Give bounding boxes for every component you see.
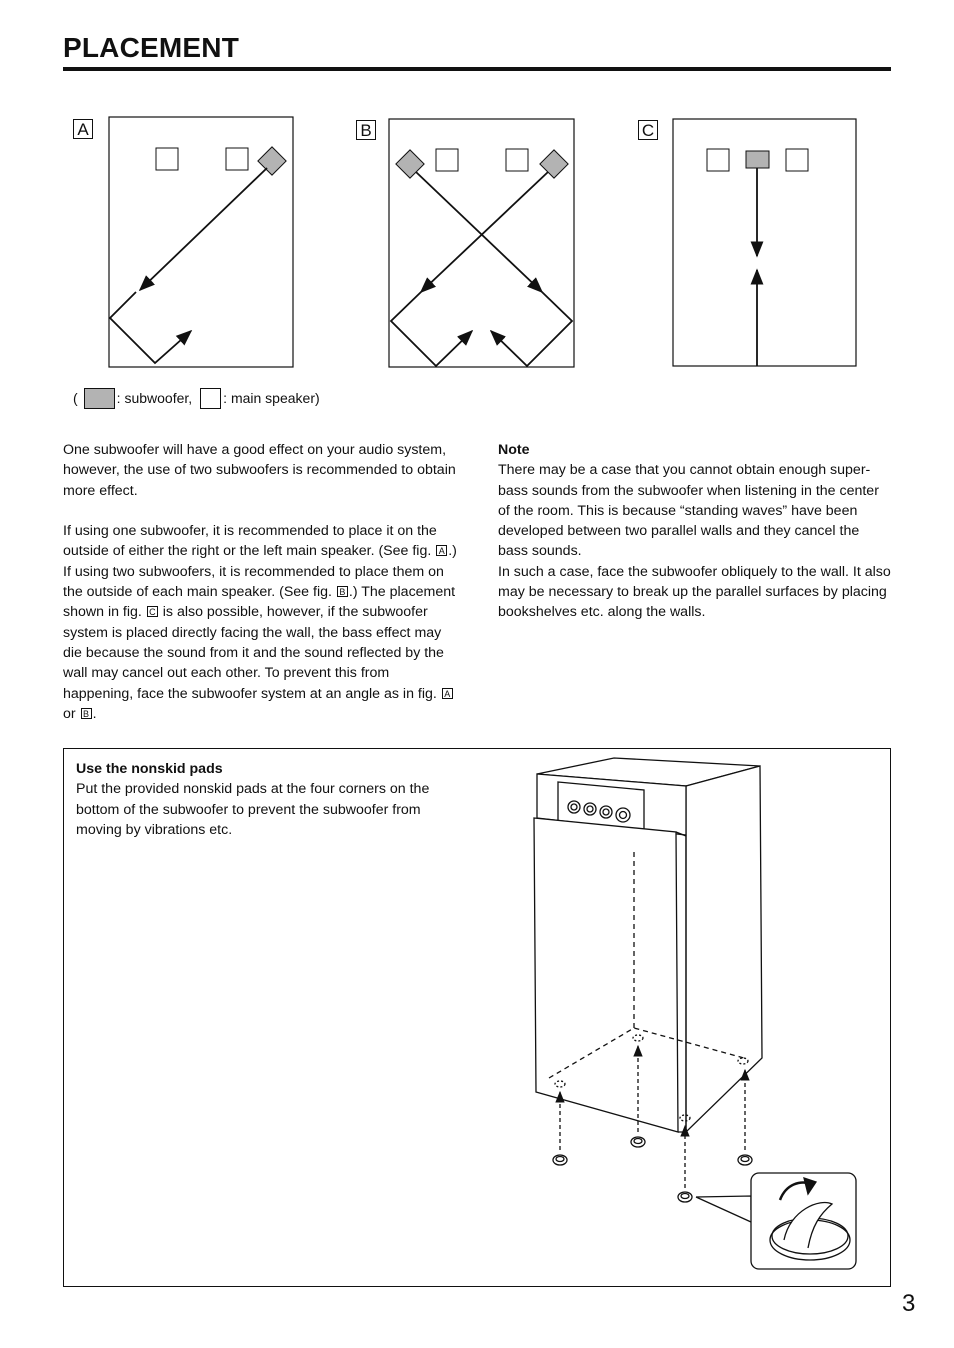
nonskid-body: Put the provided nonskid pads at the four corners on the bottom of the subwoofer to prevent the subwoofer from moving by vibrations etc. <box>76 781 430 838</box>
figure-ref-a: A <box>436 545 447 556</box>
nonskid-heading: Use the nonskid pads <box>76 761 223 777</box>
note-paragraph-1: There may be a case that you cannot obtain enough super-bass sounds from the subwoofer when listening in the center of the room. This is because “standing waves” have been developed between two parallel walls and they cancel the bass sounds. <box>498 462 879 560</box>
note-heading: Note <box>498 442 530 458</box>
intro-paragraph: One subwoofer will have a good effect on your audio system, however, the use of two subwoofers is recommended to obtain more effect. <box>63 442 456 499</box>
figure-b-label: B <box>356 120 376 140</box>
figure-ref-b: B <box>81 708 92 719</box>
text-run: .) If using two subwoofers, it is recommended to place them on the outside of each main speaker. (See fig. <box>63 543 457 601</box>
text-run: is also possible, however, if the subwoofer system is placed directly facing the wall, the bass effect may die because the sound from it and the sound reflected by the wall may cancel out each other. To prevent this from happening, face the subwoofer system at an angle as in fig. <box>63 604 444 702</box>
figure-ref-b: B <box>337 586 348 597</box>
text-run: .) The placement shown in fig. <box>63 584 456 621</box>
figure-ref-c: C <box>147 606 158 617</box>
note-paragraph-2: In such a case, face the subwoofer obliquely to the wall. It also may be necessary to break up the parallel surfaces by placing bookshelves etc. along the walls. <box>498 563 891 621</box>
text-run: or <box>63 705 80 722</box>
page-number: 3 <box>902 1290 916 1317</box>
figure-ref-a: A <box>442 688 453 699</box>
legend-open-paren: ( <box>73 390 78 406</box>
text-run: . <box>92 705 97 722</box>
text-run: If using one subwoofer, it is recommended to place it on the outside of either the right or the left main speaker. (See fig. <box>63 523 437 560</box>
legend-main-speaker-label: : main speaker) <box>223 390 320 406</box>
page-title: PLACEMENT <box>63 32 240 63</box>
legend-subwoofer-label: : subwoofer, <box>116 390 193 406</box>
figure-a-label: A <box>73 119 93 139</box>
figure-c-label: C <box>638 120 658 140</box>
